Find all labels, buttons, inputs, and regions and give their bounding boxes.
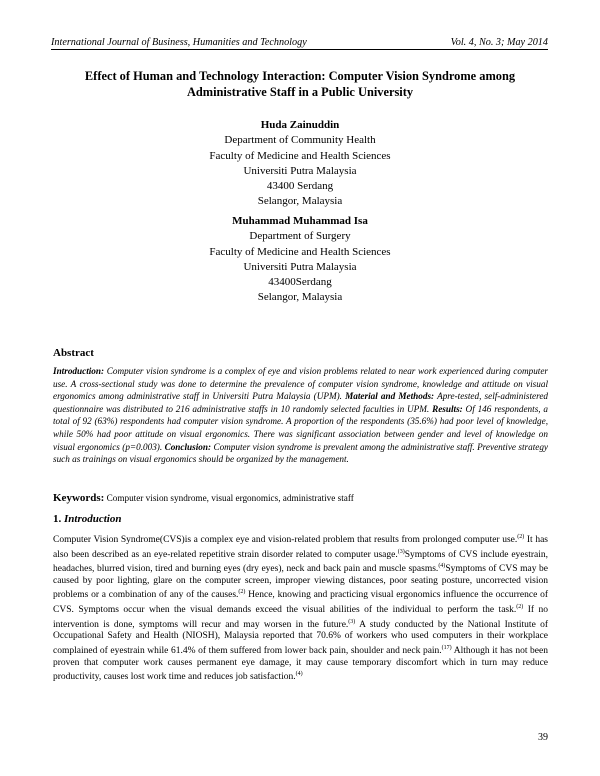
author-postcode: 43400 Serdang [266, 180, 334, 193]
keywords-text: Computer vision syndrome, visual ergonomics, administrative staff [104, 493, 354, 503]
citation-ref: (4) [438, 563, 446, 570]
body-sentence: A study conducted by the National Institute of Occupational Safety and Health (NIOSH), Malaysia reported that 70.6% of workers who used computers in their workplace complained of eyestrain while 61.4% of them suffered from lower back pain, shoulder and neck pain. [53, 619, 548, 657]
abstract-heading: Abstract [53, 347, 94, 359]
citation-ref: (2) [516, 604, 524, 611]
author-name: Huda Zainuddin [260, 119, 340, 131]
section-number: 1. [53, 513, 62, 525]
title-line-2: Administrative Staff in a Public University [186, 84, 414, 99]
author-faculty: Faculty of Medicine and Health Sciences [209, 245, 391, 258]
author-department: Department of Surgery [249, 230, 351, 243]
methods-label: Material and Methods: [345, 391, 435, 402]
issue-info: Vol. 4, No. 3; May 2014 [450, 37, 548, 48]
body-sentence: Symptoms of CVS include eyestrain, headaches, blurred vision, tired and burning eyes (dry eyes), neck and back pain and muscle spasms. [53, 549, 548, 575]
section-title: Introduction [64, 513, 122, 525]
intro-text: Computer vision syndrome is a complex of eye and vision problems related to near work experienced during computer use. A cross-sectional study was done to determine the prevalence of computer vision syndrome, knowledge and attitude on visual ergonomics among administrative staff in Universiti Putra Malaysia (UPM). [53, 366, 548, 402]
author-university: Universiti Putra Malaysia [243, 260, 357, 273]
author-university: Universiti Putra Malaysia [243, 164, 357, 177]
author-faculty: Faculty of Medicine and Health Sciences [209, 149, 391, 162]
conclusion-text: Computer vision syndrome is prevalent among the administrative staff. Preventive strategy such as trainings on visual ergonomics should be organized by the management. [53, 441, 549, 465]
citation-ref: (2) [238, 589, 246, 596]
abstract-body [53, 365, 548, 466]
author-state: Selangor, Malaysia [257, 291, 343, 304]
citation-ref: (4) [295, 671, 303, 678]
citation-ref: (17) [441, 644, 452, 651]
abstract-section [53, 347, 548, 466]
body-sentence: It has also been described as an eye-related repetitive strain disorder related to computer usage. [53, 535, 548, 560]
results-text: Of 146 respondents, a total of 92 (63%) respondents had computer vision syndrome. A proportion of the respondents (35.6%) had poor level of knowledge, while 50% had poor attitude on visual ergonomics. There was significant association between gender and level of knowledge on visual ergonomics (p=0.003). [53, 403, 548, 452]
author-name: Muhammad Muhammad Isa [232, 215, 368, 227]
author-department: Department of Community Health [224, 134, 376, 147]
introduction-paragraph [53, 532, 548, 684]
citation-ref: (2) [517, 534, 525, 540]
author-state: Selangor, Malaysia [257, 195, 343, 208]
title-line-1: Effect of Human and Technology Interaction: Computer Vision Syndrome among [84, 69, 516, 83]
methods-text: Apre-tested, self-administered questionnaire was distributed to 216 administrative staffs in 10 randomly selected faculties in UPM. [53, 391, 548, 414]
body-sentence: Although it has not been proven that computer work causes permanent eye damage, it may cause temporary discomfort which in turn may reduce productivity, causes lost work time and reduces job satisfaction. [53, 646, 548, 683]
body-sentence: Symptoms of CVS may be caused by poor lighting, glare on the computer screen, improper viewing distances, poor seating posture, uncorrected vision problems or a combination of any of the causes. [53, 564, 548, 601]
body-sentence: Computer Vision Syndrome(CVS)is a complex eye and vision-related problem that results from prolonged computer use. [53, 535, 518, 546]
keywords-label: Keywords: [53, 492, 105, 504]
citation-ref: (3) [397, 548, 405, 555]
section-heading [53, 513, 121, 525]
body-sentence: Hence, knowing and practicing visual ergonomics influence the occurrence of CVS. Symptoms occur when the visual demands exceed the visual abilities of the individual to perform the task. [53, 590, 548, 616]
keywords [53, 492, 548, 504]
conclusion-label: Conclusion: [164, 441, 212, 452]
author-block-1 [0, 118, 600, 210]
intro-label: Introduction: [53, 366, 105, 376]
header-rule [51, 49, 548, 50]
author-block-2 [0, 214, 600, 306]
body-sentence: If no intervention is done, symptoms will recur and may worsen in the future. [53, 605, 548, 630]
paper-title [40, 69, 560, 100]
citation-ref: (3) [348, 618, 356, 625]
results-label: Results: [432, 403, 463, 414]
author-postcode: 43400Serdang [268, 276, 332, 289]
journal-name: International Journal of Business, Humanities and Technology [51, 37, 307, 48]
page-number: 39 [538, 732, 548, 743]
